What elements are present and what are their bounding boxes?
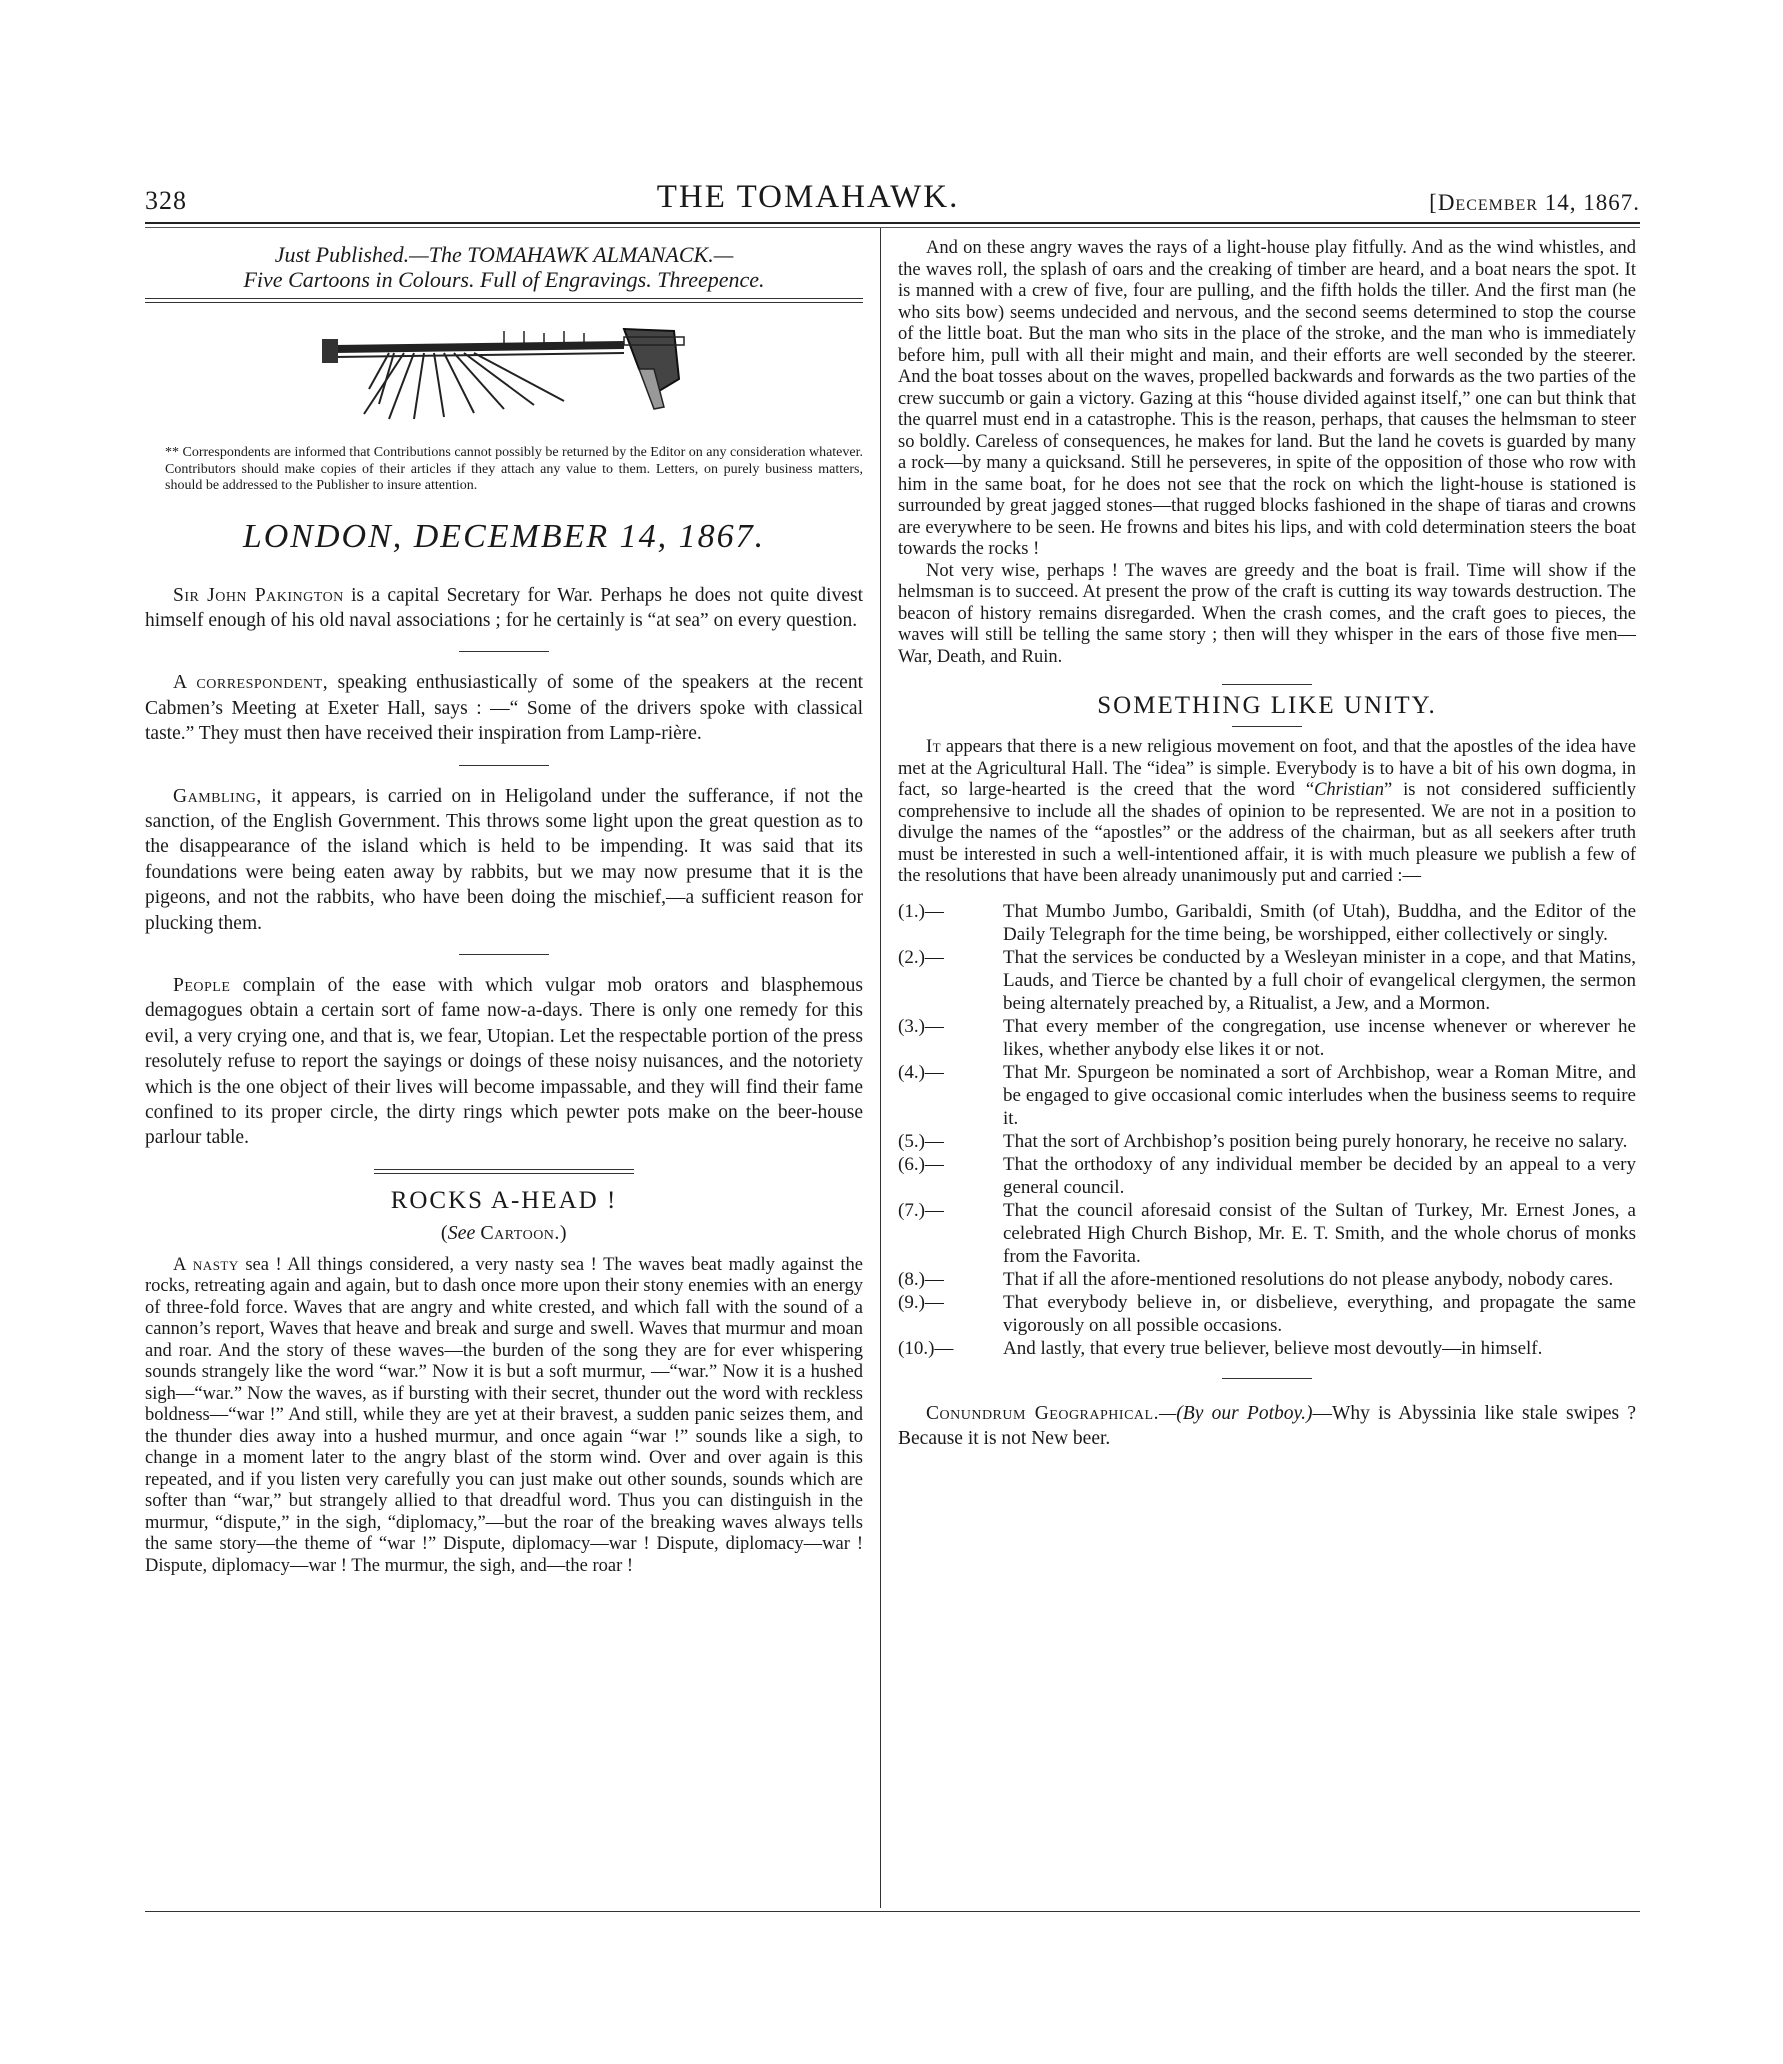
resolution-item	[898, 946, 1636, 1015]
lead-gambling: Gambling,	[173, 785, 262, 807]
unity-body-2: ” is not considered sufficiently comprehensive to include all the shades of opinion to be represented. We are not in a position to divulge the names of the “apostles” or the address of the chairman, but as all seekers after truth must be interested in such a well-intentioned affair, it is with much pleasure we publish a few of the resolutions that have been already unanimously put and carried :—	[898, 780, 1636, 887]
resolution-number: (8.)—	[898, 1268, 944, 1290]
page-header	[145, 176, 1640, 216]
column-divider	[880, 228, 881, 1908]
resolution-number: (2.)—	[898, 946, 944, 968]
paragraph-correspondent	[145, 670, 863, 746]
paragraph-gambling	[145, 784, 863, 936]
unity-intro	[898, 737, 1636, 888]
unity-christian: Christian	[1314, 780, 1384, 801]
lead-rocks: A nasty	[173, 1254, 239, 1275]
resolution-item	[898, 1130, 1636, 1153]
rocks-ahead-subheading: (See Cartoon.)	[440, 1222, 568, 1245]
resolution-number: (10.)—	[898, 1337, 954, 1359]
separator-rule	[459, 954, 549, 955]
resolution-number: (4.)—	[898, 1061, 944, 1083]
resolution-text: That the services be conducted by a Wesleyan minister in a cope, and that Matins, Lauds, and Tierce be chanted by a full choir of evangelical clergymen, the sermon being alternately preached by, a Ritualist, a Jew, and a Mormon.	[1003, 946, 1636, 1014]
resolution-item	[898, 1199, 1636, 1268]
resolution-number: (5.)—	[898, 1130, 944, 1152]
conundrum-by: —(By our Potboy.)	[1158, 1402, 1313, 1424]
dateline: LONDON, DECEMBER 14, 1867.	[242, 517, 766, 555]
resolution-text: That the orthodoxy of any individual member be decided by an appeal to a very general council.	[1003, 1153, 1636, 1198]
left-column	[145, 238, 863, 1577]
footer-rule	[145, 1911, 1640, 1912]
body-gambling: it appears, is carried on in Heligoland under the sufferance, if not the sanction, of the English Government. This throws some light upon the great question as to the disappearance of the island which is held to be impending. It was said that its foundations were being eaten away by rabbits, but we may now presume that it is the pigeons, and not the rabbits, who have been doing the mischief,—a sufficient reason for plucking them.	[145, 785, 863, 934]
resolution-item	[898, 1291, 1636, 1337]
unity-heading: SOMETHING LIKE UNITY.	[1097, 692, 1437, 719]
separator-rule	[1222, 1378, 1312, 1379]
resolution-text: That if all the afore-mentioned resolutions do not please anybody, nobody cares.	[1003, 1268, 1614, 1290]
body-rocks: sea ! All things considered, a very nasty sea ! The waves beat madly against the rocks, retreating again and again, but to dash once more upon their stony enemies with an energy of three-fold force. Waves that are angry and white crested, and which fall with the sound of a cannon’s report, Waves that heave and break and surge and swell. Waves that murmur and moan and roar. And the story of these waves—the burden of the song they are for ever whispering sounds strangely like the word “war.” Now it is but a soft murmur, —“war.” Now it is a hushed sigh—“war.” Now the waves, as if bursting with their secret, thunder out the word with reckless boldness—“war !” And still, while they are yet at their bravest, a sudden panic seizes them, and the thunder dies away into a hushed murmur, and once again “war !” sounds like a sigh, to change in a moment later to the angry blast of the storm wind. Over and over again is this repeated, and if you listen very carefully you can just make out other sounds, sounds which are softer than “war,” but strangely allied to that dreadful word. Thus you can distinguish in the murmur, “dispute,” in the sigh, “diplomacy,”—but the roar of the breaking waves always tells the same story—the theme of “war !” Dispute, diplomacy—war ! Dispute, diplomacy—war ! Dispute, diplomacy—war ! The murmur, the sigh, and—the roar !	[145, 1254, 863, 1576]
publication-title: THE TOMAHAWK.	[656, 179, 960, 215]
almanac-line-1: Just Published.—The TOMAHAWK ALMANACK.—	[274, 242, 734, 267]
conundrum-body: —Why is Abyssinia like stale swipes ? Because it is not New beer.	[898, 1402, 1636, 1450]
resolution-text: That every member of the congregation, use incense whenever or wherever he likes, whether anybody else likes it or not.	[1003, 1015, 1636, 1060]
lead-correspondent: A correspondent,	[173, 672, 329, 694]
resolution-number: (9.)—	[898, 1291, 944, 1313]
separator-rule	[1232, 726, 1302, 727]
resolution-number: (6.)—	[898, 1153, 944, 1175]
resolution-item	[898, 1337, 1636, 1360]
subheading-cartoon: Cartoon.)	[480, 1222, 568, 1245]
resolution-text: And lastly, that every true believer, believe most devoutly—in himself.	[1003, 1337, 1543, 1359]
resolution-item	[898, 1015, 1636, 1061]
lead-unity: It	[926, 737, 942, 758]
resolution-number: (7.)—	[898, 1199, 944, 1221]
resolutions-list	[898, 900, 1636, 1360]
correspondents-notice	[145, 445, 863, 495]
body-correspondent: speaking enthusiastically of some of the speakers at the recent Cabmen’s Meeting at Exeter Hall, says : —“ Some of the drivers spoke with classical taste.” They must then have received their inspiration from Lamp-rière.	[145, 672, 863, 745]
resolution-number: (3.)—	[898, 1015, 944, 1037]
resolution-text: That the council aforesaid consist of the Sultan of Turkey, Mr. Ernest Jones, a celebrated High Church Bishop, Mr. E. T. Smith, and the whole chorus of monks from the Favorita.	[1003, 1199, 1636, 1267]
body-people: complain of the ease with which vulgar mob orators and blasphemous demagogues obtain a certain sort of fame now-a-days. There is only one remedy for this evil, a very crying one, and that is, we fear, Utopian. Let the respectable portion of the press resolutely refuse to report the sayings or doings of these noisy nuisances, and the notoriety which is the one object of their lives will become impassable, and they will find their fame confined to its proper circle, the dirty rings which pewter pots make on the beer-house parlour table.	[145, 974, 863, 1149]
section-rule	[374, 1169, 634, 1170]
lead-pakington: Sir John Pakington	[173, 584, 344, 606]
resolution-item	[898, 1153, 1636, 1199]
subheading-see: See	[447, 1222, 476, 1245]
right-column	[898, 238, 1636, 1452]
paragraph-people	[145, 973, 863, 1151]
resolution-text: That the sort of Archbishop’s position being purely honorary, he receive no salary.	[1003, 1130, 1628, 1152]
almanac-rule	[145, 298, 863, 303]
resolution-item	[898, 1268, 1636, 1291]
resolution-text: That everybody believe in, or disbelieve, everything, and propagate the same vigorously on all possible occasions.	[1003, 1291, 1636, 1336]
paragraph-pakington	[145, 583, 863, 634]
resolution-item	[898, 900, 1636, 946]
almanac-line-2: Five Cartoons in Colours. Full of Engravings. Threepence.	[243, 267, 765, 292]
almanac-advert	[145, 242, 863, 292]
header-rule-thin	[145, 227, 1640, 228]
lead-people: People	[173, 974, 231, 996]
resolution-text: That Mumbo Jumbo, Garibaldi, Smith (of Utah), Buddha, and the Editor of the Daily Telegraph for the time being, be worshipped, either collectively or singly.	[1003, 900, 1636, 945]
rocks-ahead-heading: ROCKS A-HEAD !	[390, 1186, 618, 1214]
section-rule	[1222, 684, 1312, 685]
notice-text: ** Correspondents are informed that Contributions cannot possibly be returned by the Editor on any consideration whatever. Contributors should make copies of their articles if they attach any value to them. Letters, on purely business matters, should be addressed to the Publisher to insure attention.	[165, 445, 863, 493]
rocks-final: Not very wise, perhaps ! The waves are greedy and the boat is frail. Time will show if the helmsman is to succeed. At present the prow of the craft is cutting its way towards destruction. The beacon of history remains disregarded. When the crash comes, and the craft goes to pieces, the waves will still be telling the same story ; then will they whisper in the ears of those five men—War, Death, and Ruin.	[898, 560, 1636, 667]
unity-body-1: appears that there is a new religious movement on foot, and that the apostles of the idea have met at the Agricultural Hall. The “idea” is simple. Everybody is to have a bit of his own dogma, in fact, so large-hearted is the creed that the word “	[898, 737, 1636, 801]
issue-date: [December 14, 1867.	[1429, 190, 1640, 215]
separator-rule	[459, 651, 549, 652]
resolution-item	[898, 1061, 1636, 1130]
page-number: 328	[145, 186, 187, 215]
conundrum-lead: Conundrum Geographical.	[926, 1402, 1159, 1424]
conundrum	[898, 1401, 1636, 1452]
section-rule-thin	[374, 1173, 634, 1174]
rocks-continued: And on these angry waves the rays of a light-house play fitfully. And as the wind whistles, and the waves roll, the splash of oars and the creaking of timber are heard, and a boat nears the spot. It is manned with a crew of five, four are pulling, and the fifth holds the tiller. And the first man (he who sits bow) seems undecided and nervous, and the second seems determined to stop the course of the little boat. But the man who sits in the place of the stroke, and the man who is immediately before him, pull with all their might and main, and their efforts are well seconded by the steerer. And the boat tosses about on the waves, propelled backwards and forwards as the two parties of the crew succumb or gain a victory. Gazing at this “house divided against itself,” one can but think that the quarrel must end in a catastrophe. This is the reason, perhaps, that causes the helmsman to steer so boldly. Careless of consequences, he makes for land. But the land he covets is guarded by many a rock—by many a quicksand. Still he perseveres, in spite of the opposition of those who row with him in the same boat, for he does not see that the rock on which the light-house is stationed is surrounded by great jagged stones—that rugged blocks fashioned in the shape of tiaras and crowns are everywhere to be seen. He frowns and bites his lips, and with cold determination steers the boat towards the rocks !	[898, 238, 1636, 559]
resolution-text: That Mr. Spurgeon be nominated a sort of Archbishop, wear a Roman Mitre, and be engaged to give occasional comic interludes when the business seems to require it.	[1003, 1061, 1636, 1129]
rocks-ahead-body	[145, 1255, 863, 1578]
body-pakington: is a capital Secretary for War. Perhaps he does not quite divest himself enough of his old naval associations ; for he certainly is “at sea” on every question.	[145, 584, 864, 631]
resolution-number: (1.)—	[898, 900, 944, 922]
tomahawk-illustration	[294, 309, 714, 429]
separator-rule	[459, 765, 549, 766]
header-rule	[145, 222, 1640, 224]
newspaper-page	[145, 166, 1640, 1936]
